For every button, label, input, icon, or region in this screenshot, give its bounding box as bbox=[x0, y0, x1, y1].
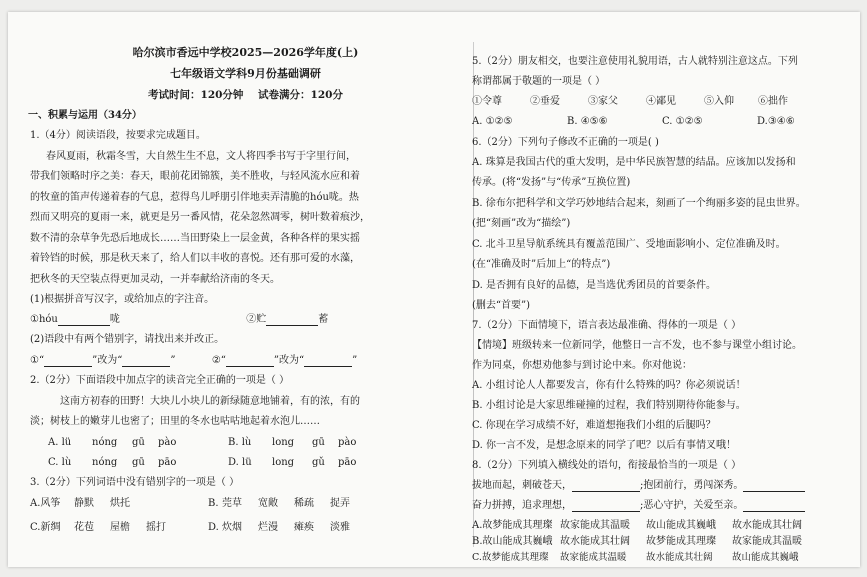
q8-phrase: 故梦能成其理璨 bbox=[646, 536, 716, 547]
option-word[interactable]: A.风筝 bbox=[30, 498, 61, 509]
option-word: pào bbox=[338, 437, 357, 448]
question-6-line: C. 北斗卫星导航系统具有覆盖范围广、受地面影响小、定位准确及时。 bbox=[472, 239, 786, 250]
section-heading: 一、积累与运用（34分） bbox=[28, 110, 142, 121]
option-word: 莞草 bbox=[222, 498, 242, 509]
option-word: 捉弄 bbox=[330, 498, 350, 509]
passage-line: 把秋冬的天空装点得更加灵动，一并奉献给济南的冬天。 bbox=[30, 274, 280, 285]
question-6-line: D. 是否拥有良好的品德，是当选优秀团员的首要条件。 bbox=[472, 280, 717, 291]
q8-phrase: 故家能成其温暖 bbox=[732, 536, 802, 547]
question-6-line: 传承。(将“发扬”与“传承”互换位置) bbox=[472, 177, 631, 188]
option[interactable]: D.③④⑥ bbox=[757, 116, 795, 127]
option-word: 淡雅 bbox=[330, 522, 350, 533]
option-word: pào bbox=[158, 437, 177, 448]
sub2-part: ①“ bbox=[30, 355, 45, 366]
passage-line: 带我们领略时序之美：春天，眼前花团锦簇，美不胜收，与轻风流水应和着 bbox=[30, 171, 360, 182]
answer-blank[interactable] bbox=[743, 511, 805, 512]
sub2-part: ”改为“ bbox=[92, 355, 123, 366]
question-1-stem: 1.（4分）阅读语段，按要求完成题目。 bbox=[30, 130, 206, 141]
sub2-part: ”改为“ bbox=[273, 355, 305, 366]
option-word: gū bbox=[132, 457, 145, 468]
q8-text: ;抱团前行，勇闯深秀。 bbox=[640, 480, 744, 491]
option-word: 屋檐 bbox=[110, 522, 130, 533]
option[interactable]: A. ①②⑤ bbox=[472, 116, 513, 127]
question-8-option[interactable] bbox=[472, 552, 799, 564]
option-label[interactable]: D. lü bbox=[228, 457, 252, 468]
sub1-item-b: 咙 bbox=[109, 314, 120, 325]
sub2-part: ” bbox=[170, 355, 176, 366]
option-word: 摇打 bbox=[146, 522, 166, 533]
question-6-line: A. 珠算是我国古代的重大发明，是中华民族智慧的结晶。应该加以发扬和 bbox=[472, 157, 796, 168]
q8-phrase: A.故梦能成其理璨 bbox=[472, 520, 553, 531]
option-word: 瘫痪 bbox=[294, 522, 314, 533]
question-5-options bbox=[472, 116, 795, 128]
question-2-text: 淡；树枝上的嫩芽儿也密了；田里的冬水也咕咕地起着水泡儿…… bbox=[30, 416, 320, 427]
option-label[interactable]: C. lù bbox=[48, 457, 72, 468]
q8-phrase: 故水能成其壮阔 bbox=[732, 520, 802, 531]
q8-phrase: B.故山能成其巍峨 bbox=[472, 536, 553, 547]
passage-line: 的牧童的笛声传递着春的气息，惹得鸟儿呼朋引伴地卖弄清脆的hóu咙。热 bbox=[30, 192, 359, 203]
question-7-option[interactable]: D. 你一言不发，是想念原来的同学了吧？以后有事情叉哦！ bbox=[472, 440, 737, 451]
sub1-item-a: ①hóu bbox=[30, 314, 58, 325]
question-8-line bbox=[472, 500, 805, 512]
option-word: 稀疏 bbox=[294, 498, 314, 509]
question-6-stem: 6.（2分）下列句子修改不正确的一项是( ) bbox=[472, 137, 659, 148]
question-8-option[interactable] bbox=[472, 520, 802, 532]
option-word: 炊烟 bbox=[222, 522, 242, 533]
exam-title: 哈尔滨市香远中学校2025—2026学年度(上) bbox=[132, 46, 359, 59]
option-label[interactable]: B. lù bbox=[228, 437, 252, 448]
option-label[interactable]: B. bbox=[208, 498, 219, 509]
option[interactable]: C. ①②⑤ bbox=[662, 116, 703, 127]
question-5-stem: 5.（2分）朋友相交，也要注意使用礼貌用语，古人就特别注意这点。下列 bbox=[472, 56, 798, 67]
question-1-sub1: (1)根据拼音写汉字，或给加点的字注音。 bbox=[30, 294, 215, 305]
q8-text: ;恶心守护，关爱至亲。 bbox=[640, 500, 744, 511]
item: ⑥拙作 bbox=[758, 96, 788, 107]
option-word: 花苞 bbox=[74, 522, 94, 533]
option-word: 宽敞 bbox=[258, 498, 278, 509]
item: ②垂爱 bbox=[530, 96, 560, 107]
option-label[interactable]: D. bbox=[208, 522, 219, 533]
answer-blank[interactable] bbox=[743, 491, 805, 492]
question-7-stem: 7.（2分）下面情境下，语言表达最准确、得体的一项是（ ） bbox=[472, 320, 742, 331]
exam-info: 考试时间：120分钟 试卷满分：120分 bbox=[148, 89, 343, 101]
q8-phrase: 故水能成其壮阔 bbox=[646, 552, 713, 563]
question-5-items bbox=[472, 96, 788, 108]
q8-phrase: 故家能成其温暖 bbox=[560, 552, 627, 563]
q8-text: 拔地而起，刺破苍天， bbox=[472, 480, 572, 491]
question-7-context: 作为同桌，你想劝他参与到讨论中来。你对他说： bbox=[472, 360, 692, 371]
sub2-part: ②“ bbox=[211, 355, 226, 366]
question-6-line: B. 徐布尔把科学和文学巧妙地结合起来，刻画了一个绚丽多姿的昆虫世界。 bbox=[472, 198, 806, 209]
option-word: nóng bbox=[92, 457, 118, 468]
question-3-stem: 3.（2分）下列词语中没有错别字的一项是（ ） bbox=[30, 477, 240, 488]
q8-phrase: 故家能成其温暖 bbox=[560, 520, 630, 531]
q8-phrase: 故水能成其壮阔 bbox=[560, 536, 630, 547]
passage-line: 烈而又明亮的夏雨一来，就更是另一番风情，花朵忽然凋零，树叶数着痕沙， bbox=[30, 212, 370, 223]
item: ①令尊 bbox=[472, 96, 502, 107]
option-word: pāo bbox=[158, 457, 177, 468]
question-6-line: (删去“首要”) bbox=[472, 300, 531, 311]
q8-text: 奋力拼搏，追求理想， bbox=[472, 500, 572, 511]
option-label[interactable]: A. lü bbox=[48, 437, 72, 448]
passage-line: 春风夏雨，秋霜冬雪，大自然生生不息，文人将四季书写于字里行间， bbox=[46, 151, 356, 162]
passage-line: 着铃铛的时候，那是秋天来了，给人们以丰收的喜悦。还有那可爱的水藻， bbox=[30, 253, 360, 264]
question-5-stem: 称谓都属于敬题的一项是（ ） bbox=[472, 76, 606, 87]
question-2-stem: 2.（2分）下面语段中加点字的读音完全正确的一项是（ ） bbox=[30, 375, 290, 386]
q8-phrase: 故山能成其巍峨 bbox=[732, 552, 799, 563]
q8-phrase: 故山能成其巍峨 bbox=[646, 520, 716, 531]
option-word: gū bbox=[312, 437, 325, 448]
answer-blank[interactable] bbox=[572, 491, 640, 492]
option-word: gǔ bbox=[312, 457, 325, 468]
q8-phrase: C.故梦能成其理璨 bbox=[472, 552, 549, 563]
question-8-line bbox=[472, 480, 805, 492]
item: ⑤入仰 bbox=[704, 96, 734, 107]
item: ④鄙见 bbox=[646, 96, 676, 107]
option-word: nóng bbox=[92, 437, 118, 448]
option-word: gū bbox=[132, 437, 145, 448]
option-word: long bbox=[272, 437, 295, 448]
question-7-option[interactable]: C. 你现在学习成绩不好，难道想拖我们小组的后腿吗？ bbox=[472, 420, 716, 431]
sub1-item-c: ②贮 bbox=[246, 314, 267, 325]
left-lower-region bbox=[28, 12, 458, 567]
question-8-option[interactable] bbox=[472, 536, 802, 548]
answer-blank[interactable] bbox=[572, 511, 640, 512]
option[interactable]: B. ④⑤⑥ bbox=[567, 116, 608, 127]
option-word: 烂漫 bbox=[258, 522, 278, 533]
passage-line: 数不清的杂草争先恐后地成长……当田野染上一层金黄，各种各样的果实摇 bbox=[30, 233, 360, 244]
question-7-context: 【情境】班级转来一位新同学，他整日一言不发，也不参与课堂小组讨论。 bbox=[472, 340, 802, 351]
question-1-sub2: (2)语段中有两个错别字，请找出来并改正。 bbox=[30, 334, 225, 345]
question-6-line: (在“准确及时”后加上“的特点”) bbox=[472, 259, 611, 270]
option-word: long bbox=[272, 457, 295, 468]
option-word: pāo bbox=[338, 457, 357, 468]
question-6-line: (把“刻画”改为“描绘”) bbox=[472, 218, 571, 229]
option-word[interactable]: C.新绸 bbox=[30, 522, 61, 533]
option-word: 静默 bbox=[74, 498, 94, 509]
question-7-option[interactable]: B. 小组讨论是大家思维碰撞的过程，我们特别期待你能参与。 bbox=[472, 400, 746, 411]
sub1-item-d: 蓄 bbox=[318, 314, 329, 325]
item: ③家父 bbox=[588, 96, 618, 107]
option-word: 烘托 bbox=[110, 498, 130, 509]
question-2-text: 这南方初春的田野！大块儿小块儿的新绿随意地铺着，有的浓，有的 bbox=[60, 396, 360, 407]
sub2-part: ” bbox=[352, 355, 358, 366]
exam-subtitle: 七年级语文学科9月份基础调研 bbox=[170, 67, 321, 80]
question-8-stem: 8.（2分）下列填入横线处的语句，衔接最恰当的一项是（ ） bbox=[472, 460, 742, 471]
question-7-option[interactable]: A. 小组讨论人人都要发言，你有什么特殊的吗？你必须说话！ bbox=[472, 380, 746, 391]
